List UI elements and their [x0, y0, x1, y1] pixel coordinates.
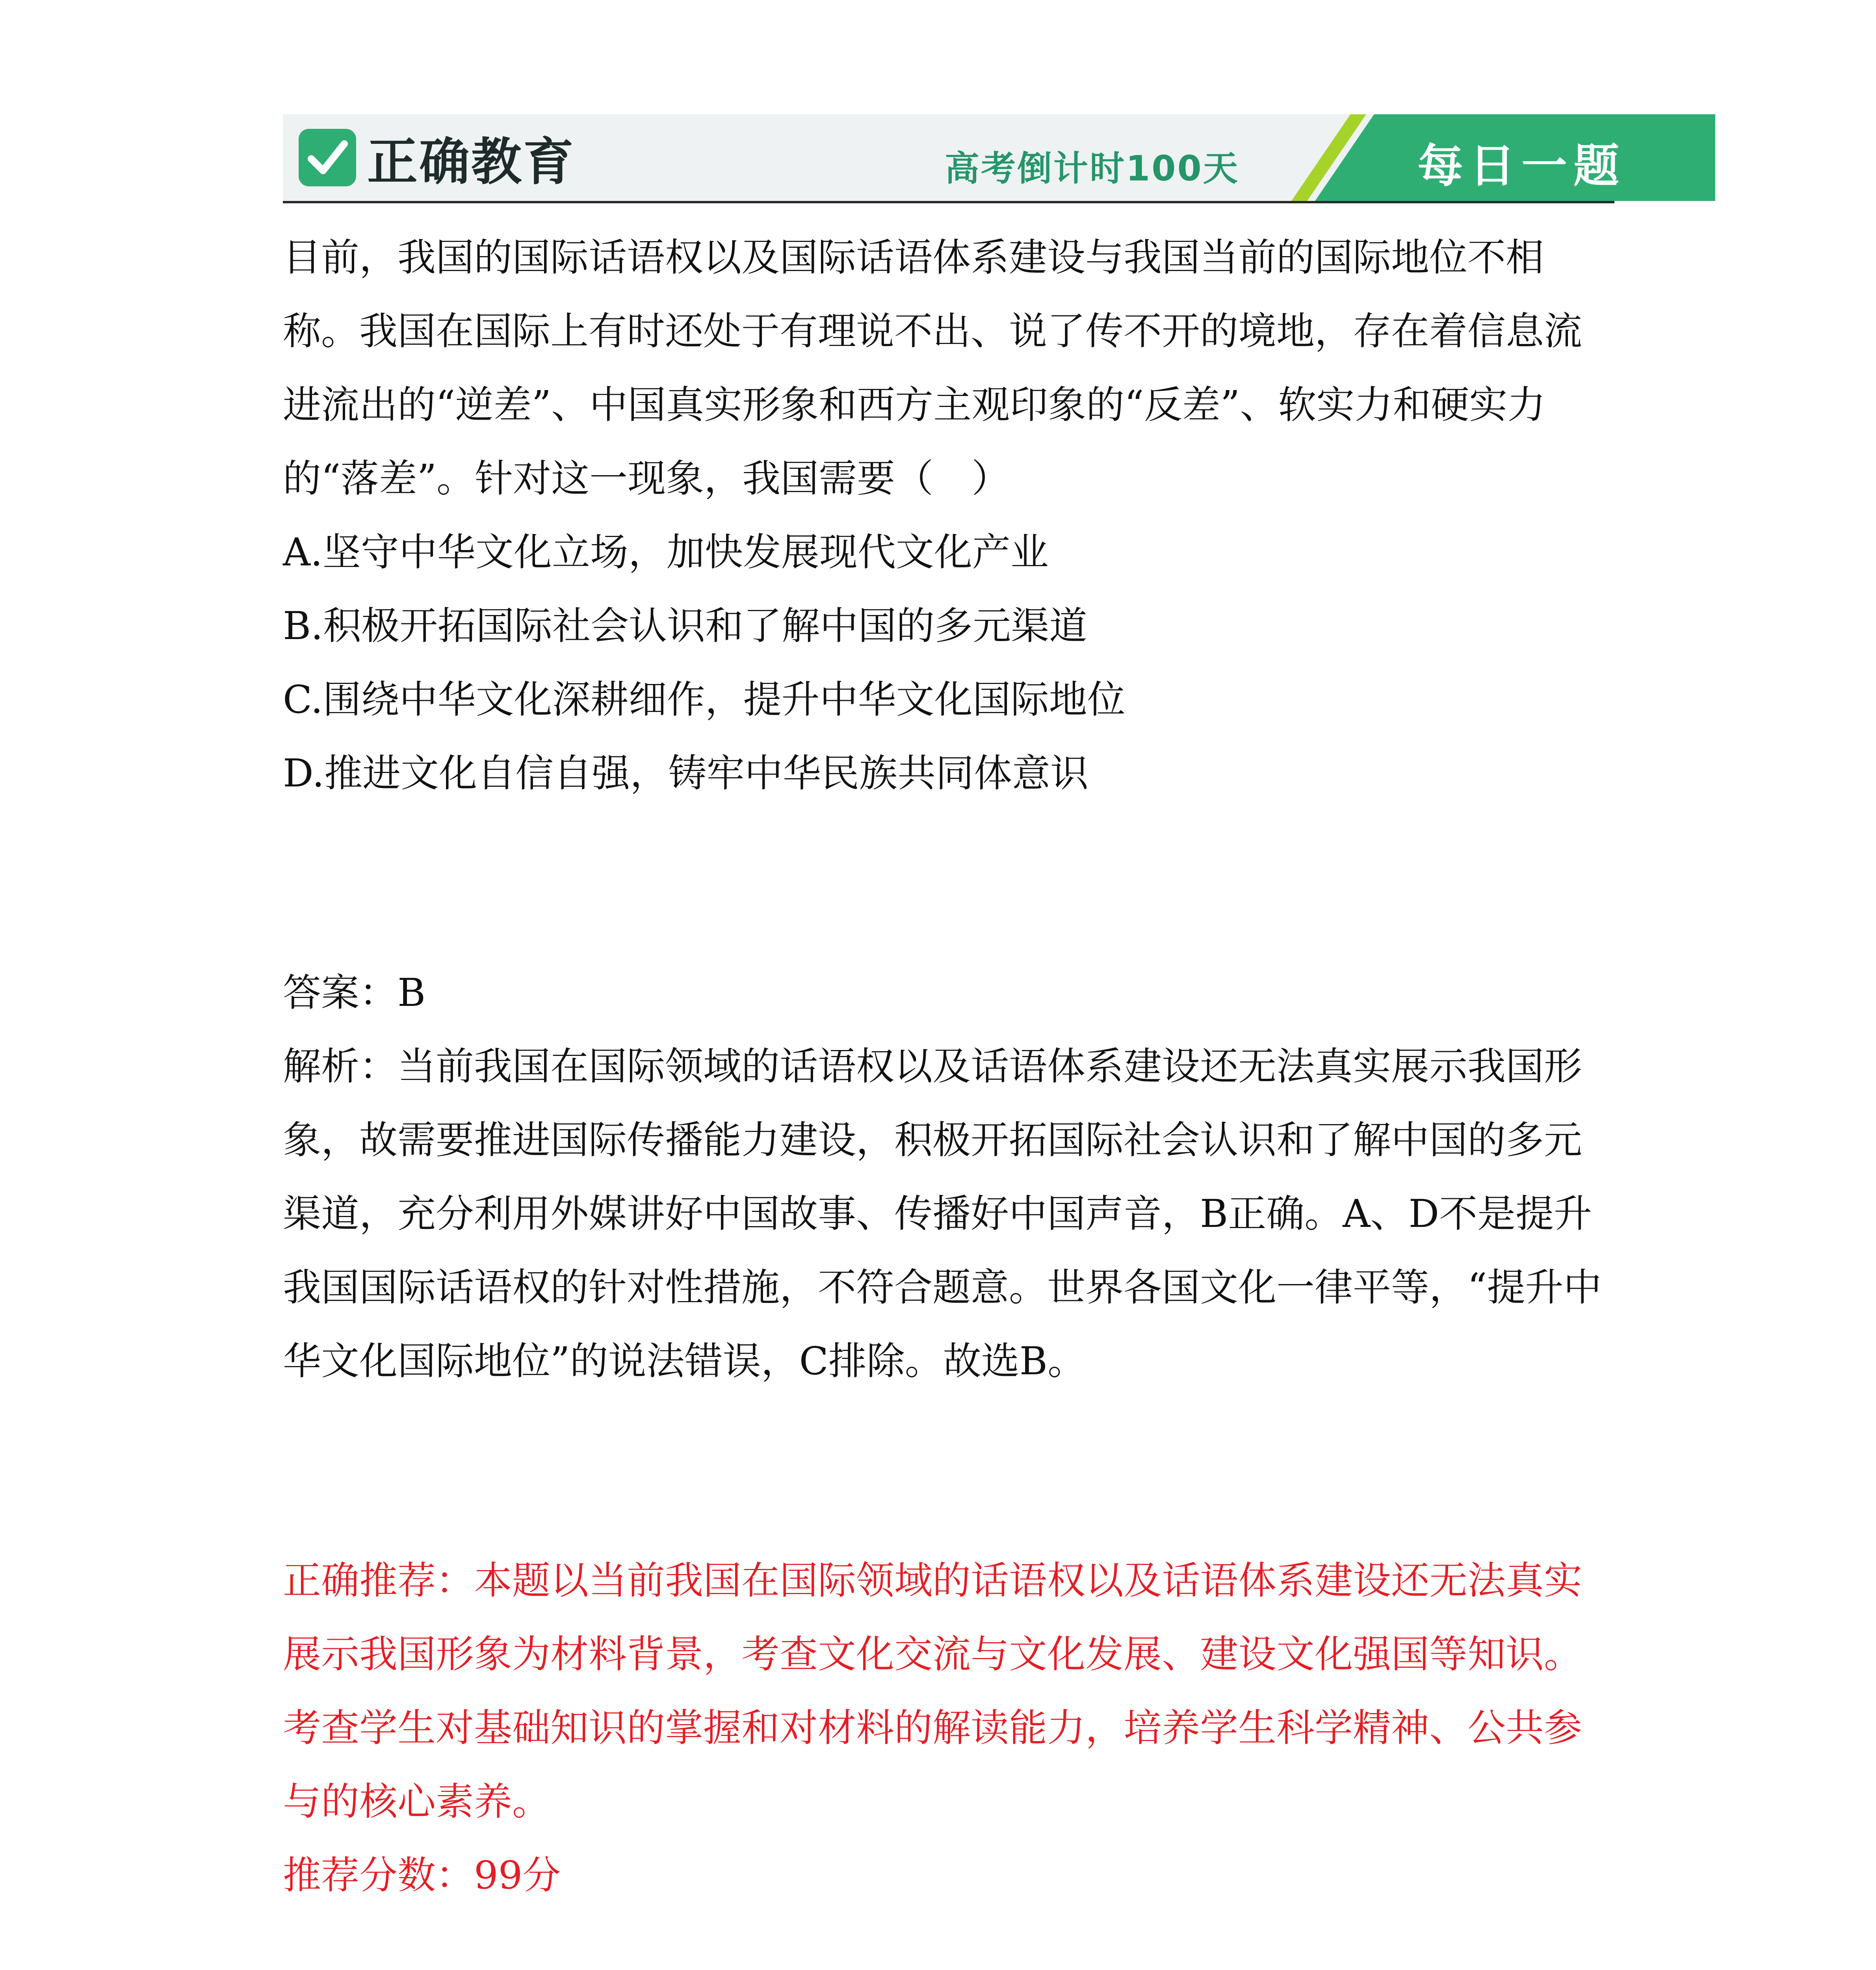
header-divider	[283, 201, 1614, 203]
option-a: A.坚守中华文化立场，加快发展现代文化产业	[283, 530, 1049, 574]
question-stem: 目前，我国的国际话语权以及国际话语体系建设与我国当前的国际地位不相称。我国在国际上有时还处于有理说不出、说了传不开的境地，存在着信息流进流出的“逆差”、中国真实形象和西方主观印象的“反差”、软实力和硬实力的“落差”。针对这一现象，我国需要（ ）	[283, 235, 1582, 501]
checkmark-icon	[299, 129, 356, 186]
daily-question-label: 每日一题	[1417, 139, 1625, 193]
brand-name: 正确教育	[367, 133, 576, 191]
brand-logo	[299, 125, 575, 190]
header-banner	[283, 114, 1715, 201]
document-body	[283, 221, 1618, 1912]
recommendation-text: 正确推荐：本题以当前我国在国际领域的话语权以及话语体系建设还无法真实展示我国形象为材料背景，考查文化交流与文化发展、建设文化强国等知识。考查学生对基础知识的掌握和对材料的解读能力，培养学生科学精神、公共参与的核心素养。	[283, 1558, 1582, 1824]
analysis-text: 解析：当前我国在国际领域的话语权以及话语体系建设还无法真实展示我国形象，故需要推进国际传播能力建设，积极开拓国际社会认识和了解中国的多元渠道，充分利用外媒讲好中国故事、传播好中国声音，B正确。A、D不是提升我国国际话语权的针对性措施，不符合题意。世界各国文化一律平等，“提升中华文化国际地位”的说法错误，C排除。故选B。	[283, 1044, 1602, 1383]
countdown-text: 高考倒计时100天	[945, 148, 1239, 189]
answer-label: 答案：B	[283, 970, 426, 1015]
option-c: C.围绕中华文化深耕细作，提升中华文化国际地位	[283, 677, 1126, 722]
recommendation-score: 推荐分数：99分	[283, 1853, 561, 1898]
daily-band	[1291, 114, 1715, 201]
option-d: D.推进文化自信自强，铸牢中华民族共同体意识	[283, 751, 1089, 795]
option-b: B.积极开拓国际社会认识和了解中国的多元渠道	[283, 604, 1088, 648]
